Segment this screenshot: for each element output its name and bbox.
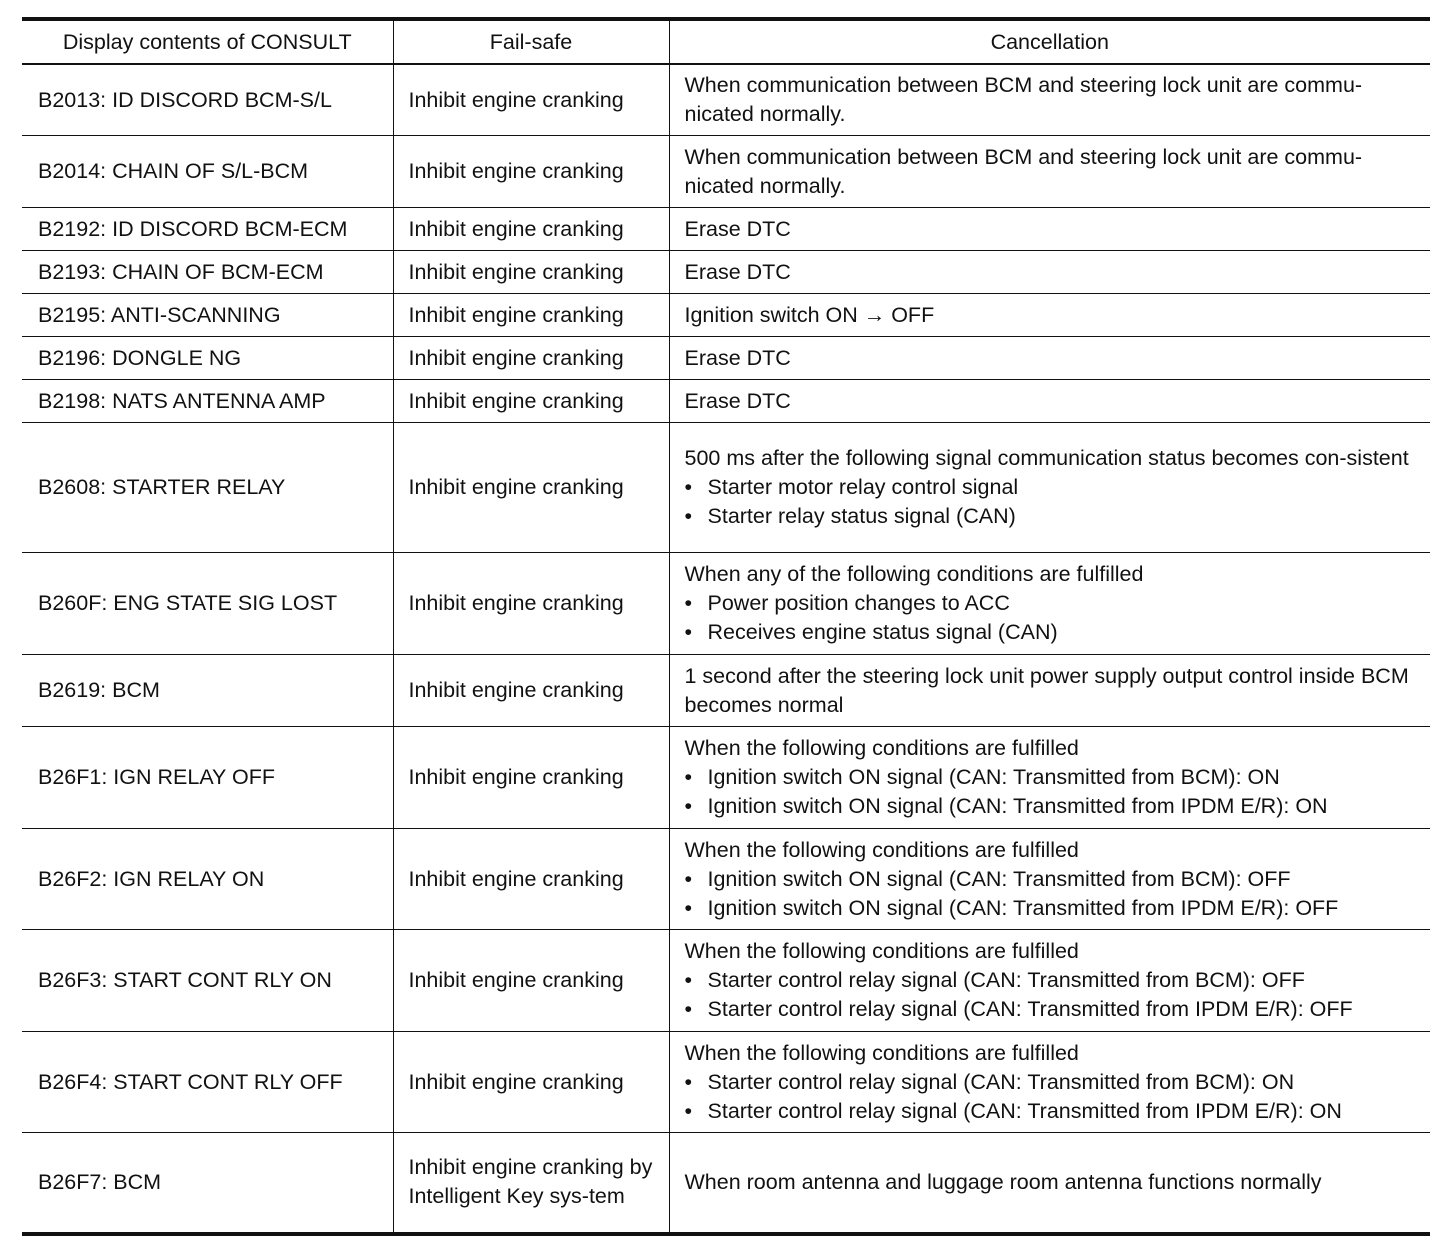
cancellation-bullet-item: [685, 502, 1423, 531]
bullet-icon: •: [684, 475, 693, 499]
cancellation-text: When the following conditions are fulfilled: [684, 1040, 1079, 1065]
fail-safe-cell: Inhibit engine cranking: [393, 208, 669, 251]
bullet-text: Starter control relay signal (CAN: Transmitted from BCM): OFF: [707, 968, 1305, 992]
cancellation-text: Erase DTC: [684, 216, 791, 241]
cancellation-text: When communication between BCM and steering lock unit are commu-nicated normally.: [684, 144, 1363, 198]
fail-safe-cell: Inhibit engine cranking: [393, 423, 669, 553]
table-row: [22, 1032, 1430, 1133]
bullet-text: Ignition switch ON signal (CAN: Transmitted from IPDM E/R): ON: [707, 794, 1328, 818]
table-header: [22, 19, 1430, 64]
bullet-text: Ignition switch ON signal (CAN: Transmitted from BCM): OFF: [707, 866, 1291, 891]
table-row: [22, 423, 1430, 553]
display-contents-cell: B2608: STARTER RELAY: [22, 423, 393, 553]
cancellation-cell: [669, 727, 1430, 829]
cancellation-text: When the following conditions are fulfilled: [684, 736, 1079, 760]
table-row: [22, 208, 1430, 251]
display-contents-cell: B2013: ID DISCORD BCM-S/L: [22, 64, 393, 136]
table-row: [22, 930, 1430, 1032]
table-row: [22, 380, 1430, 423]
cancellation-cell: [669, 208, 1430, 251]
bullet-text: Receives engine status signal (CAN): [707, 620, 1058, 644]
fail-safe-cell: Inhibit engine cranking: [393, 930, 669, 1032]
display-contents-cell: B2014: CHAIN OF S/L-BCM: [22, 136, 393, 208]
cancellation-text: When any of the following conditions are fulfilled: [684, 562, 1144, 586]
fail-safe-cell: Inhibit engine cranking: [393, 553, 669, 655]
bullet-icon: •: [684, 866, 693, 891]
fail-safe-cell: Inhibit engine cranking: [393, 64, 669, 136]
bullet-text: Starter motor relay control signal: [707, 475, 1019, 499]
bullet-icon: •: [684, 997, 693, 1021]
cancellation-cell: [669, 380, 1430, 423]
cancellation-cell: [669, 655, 1430, 727]
cancellation-bullet-item: [685, 1068, 1423, 1097]
fail-safe-cell: Inhibit engine cranking: [393, 727, 669, 829]
bullet-icon: •: [684, 968, 693, 992]
cancellation-text: Erase DTC: [684, 388, 791, 413]
cancellation-cell: [669, 1032, 1430, 1133]
table-row: [22, 337, 1430, 380]
fail-safe-cell: Inhibit engine cranking: [393, 655, 669, 727]
display-contents-cell: B260F: ENG STATE SIG LOST: [22, 553, 393, 655]
display-contents-cell: B26F4: START CONT RLY OFF: [22, 1032, 393, 1133]
display-contents-cell: B2196: DONGLE NG: [22, 337, 393, 380]
table-row: [22, 727, 1430, 829]
table-row: [22, 64, 1430, 136]
table-row: [22, 294, 1430, 337]
cancellation-text: When communication between BCM and steering lock unit are commu-nicated normally.: [684, 73, 1363, 126]
cancellation-bullet-item: [685, 865, 1423, 894]
fail-safe-cell: Inhibit engine cranking: [393, 1032, 669, 1133]
cancellation-text: Erase DTC: [684, 259, 791, 284]
table-row: [22, 136, 1430, 208]
fail-safe-cell: Inhibit engine cranking: [393, 829, 669, 930]
table-body: [22, 64, 1430, 1234]
table-row: [22, 251, 1430, 294]
cancellation-bullet-item: [685, 792, 1423, 821]
display-contents-cell: B2192: ID DISCORD BCM-ECM: [22, 208, 393, 251]
display-contents-cell: B26F2: IGN RELAY ON: [22, 829, 393, 930]
column-header-failsafe: Fail-safe: [393, 19, 669, 64]
display-contents-cell: B26F3: START CONT RLY ON: [22, 930, 393, 1032]
cancellation-cell: [669, 930, 1430, 1032]
fail-safe-cell: Inhibit engine cranking: [393, 337, 669, 380]
cancellation-cell: [669, 553, 1430, 655]
cancellation-cell: [669, 423, 1430, 553]
bullet-text: Ignition switch ON signal (CAN: Transmitted from IPDM E/R): OFF: [707, 895, 1339, 920]
column-header-display: Display contents of CONSULT: [22, 19, 393, 64]
cancellation-bullet-item: [685, 473, 1423, 502]
bullet-icon: •: [684, 1069, 693, 1094]
fail-safe-cell: Inhibit engine cranking by Intelligent Key sys-tem: [393, 1133, 669, 1234]
bullet-icon: •: [684, 895, 693, 920]
bullet-icon: •: [684, 591, 693, 615]
fail-safe-cell: Inhibit engine cranking: [393, 136, 669, 208]
bullet-text: Starter control relay signal (CAN: Transmitted from BCM): ON: [707, 1069, 1295, 1094]
display-contents-cell: B2619: BCM: [22, 655, 393, 727]
fail-safe-cell: Inhibit engine cranking: [393, 380, 669, 423]
cancellation-cell: [669, 251, 1430, 294]
bullet-text: Starter control relay signal (CAN: Transmitted from IPDM E/R): ON: [707, 1098, 1342, 1123]
fail-safe-table-container: [22, 17, 1430, 1236]
fail-safe-cell: Inhibit engine cranking: [393, 251, 669, 294]
table-row: [22, 655, 1430, 727]
cancellation-text: Erase DTC: [684, 345, 791, 370]
display-contents-cell: B26F7: BCM: [22, 1133, 393, 1234]
cancellation-cell: [669, 829, 1430, 930]
bullet-icon: •: [684, 504, 693, 528]
fail-safe-table: [22, 17, 1430, 1236]
cancellation-bullet-item: [685, 1097, 1423, 1126]
bullet-icon: •: [684, 620, 693, 644]
bullet-text: Starter control relay signal (CAN: Transmitted from IPDM E/R): OFF: [707, 997, 1353, 1021]
cancellation-text: 500 ms after the following signal communication status becomes con-sistent: [684, 446, 1409, 470]
table-row: [22, 553, 1430, 655]
cancellation-text: Ignition switch ON → OFF: [684, 302, 935, 327]
cancellation-bullet-item: [685, 894, 1423, 923]
bullet-icon: •: [684, 765, 693, 789]
cancellation-text: When the following conditions are fulfilled: [684, 939, 1079, 963]
table-row: [22, 829, 1430, 930]
bullet-icon: •: [684, 1098, 693, 1123]
cancellation-bullet-item: [685, 995, 1423, 1024]
column-header-cancellation: Cancellation: [669, 19, 1430, 64]
bullet-text: Power position changes to ACC: [707, 591, 1010, 615]
cancellation-cell: [669, 1133, 1430, 1234]
cancellation-cell: [669, 337, 1430, 380]
cancellation-cell: [669, 64, 1430, 136]
cancellation-text: When room antenna and luggage room antenna functions normally: [684, 1169, 1322, 1194]
bullet-text: Ignition switch ON signal (CAN: Transmitted from BCM): ON: [707, 765, 1280, 789]
table-row: [22, 1133, 1430, 1234]
cancellation-cell: [669, 294, 1430, 337]
display-contents-cell: B2195: ANTI-SCANNING: [22, 294, 393, 337]
bullet-icon: •: [684, 794, 693, 818]
cancellation-cell: [669, 136, 1430, 208]
cancellation-bullet-item: [685, 966, 1423, 995]
display-contents-cell: B2193: CHAIN OF BCM-ECM: [22, 251, 393, 294]
cancellation-bullet-item: [685, 618, 1423, 647]
cancellation-text: When the following conditions are fulfilled: [684, 837, 1079, 862]
cancellation-bullet-item: [685, 589, 1423, 618]
bullet-text: Starter relay status signal (CAN): [707, 504, 1016, 528]
cancellation-bullet-item: [685, 763, 1423, 792]
display-contents-cell: B26F1: IGN RELAY OFF: [22, 727, 393, 829]
header-row: [22, 19, 1430, 64]
fail-safe-cell: Inhibit engine cranking: [393, 294, 669, 337]
cancellation-text: 1 second after the steering lock unit power supply output control inside BCM becomes normal: [684, 663, 1409, 717]
display-contents-cell: B2198: NATS ANTENNA AMP: [22, 380, 393, 423]
